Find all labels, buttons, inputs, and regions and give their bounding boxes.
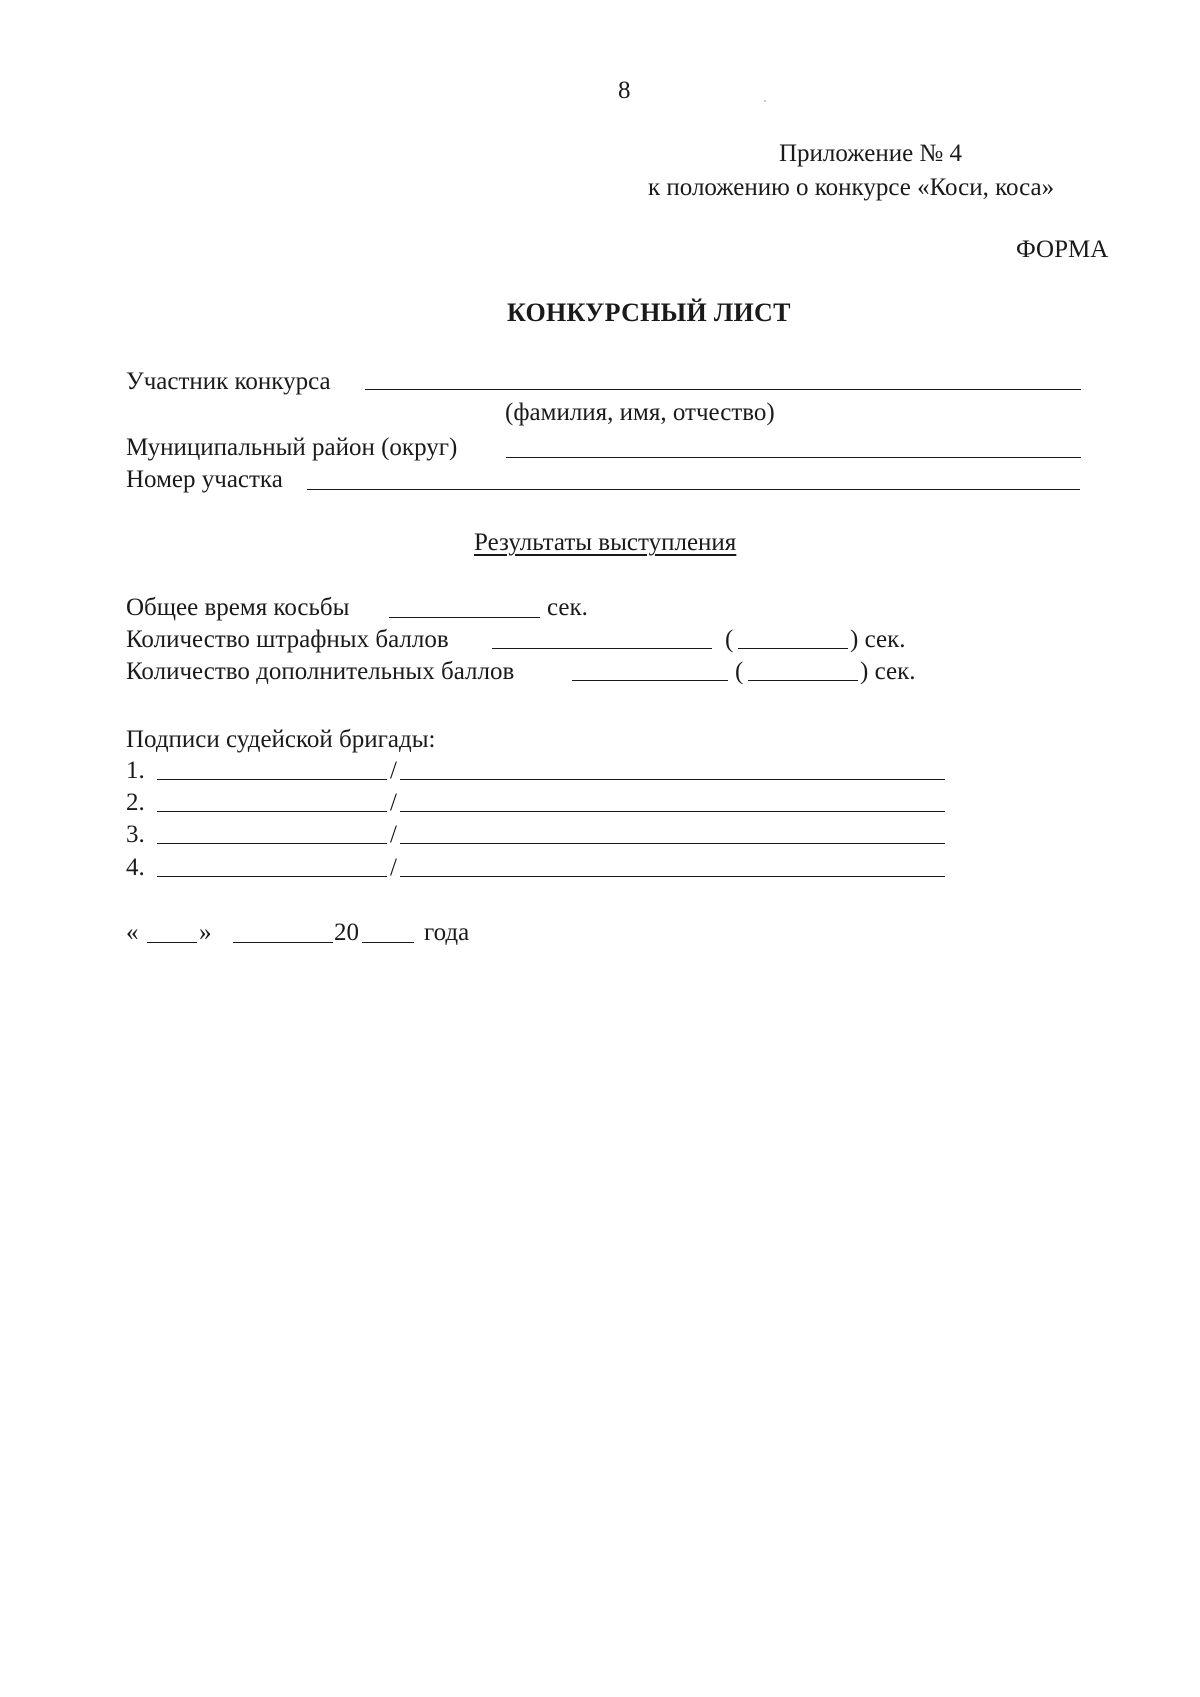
extra-seconds-open-paren: ( bbox=[735, 658, 744, 685]
extra-points-label: Количество дополнительных баллов bbox=[126, 658, 515, 685]
judge-signature-field[interactable] bbox=[157, 876, 387, 877]
extra-points-field[interactable] bbox=[572, 680, 728, 681]
participant-name-hint: (фамилия, имя, отчество) bbox=[505, 399, 775, 426]
penalty-points-label: Количество штрафных баллов bbox=[126, 626, 449, 653]
penalty-seconds-open-paren: ( bbox=[725, 626, 734, 653]
plot-number-label: Номер участка bbox=[126, 466, 283, 493]
date-day-field[interactable] bbox=[147, 942, 197, 943]
judge-name-field[interactable] bbox=[400, 843, 945, 844]
mowing-time-field[interactable] bbox=[389, 617, 540, 618]
plot-number-field[interactable] bbox=[307, 489, 1080, 490]
results-heading: Результаты выступления bbox=[474, 529, 737, 556]
extra-seconds-field[interactable] bbox=[748, 680, 858, 681]
participant-label: Участник конкурса bbox=[126, 368, 331, 395]
judge-number: 2. bbox=[126, 789, 145, 816]
signature-separator: / bbox=[390, 757, 397, 784]
district-field[interactable] bbox=[506, 457, 1081, 458]
scan-speck bbox=[764, 100, 766, 102]
penalty-seconds-field[interactable] bbox=[738, 648, 848, 649]
penalty-points-field[interactable] bbox=[492, 648, 712, 649]
signature-separator: / bbox=[390, 789, 397, 816]
date-century: 20 bbox=[334, 919, 359, 946]
form-label: ФОРМА bbox=[1016, 236, 1109, 263]
date-open-quote: « bbox=[126, 919, 139, 946]
judge-name-field[interactable] bbox=[400, 876, 945, 877]
signature-separator: / bbox=[390, 821, 397, 848]
judge-signature-field[interactable] bbox=[157, 779, 387, 780]
penalty-seconds-unit: ) сек. bbox=[850, 626, 906, 653]
judge-number: 1. bbox=[126, 757, 145, 784]
judge-name-field[interactable] bbox=[400, 779, 945, 780]
mowing-time-unit: сек. bbox=[547, 594, 588, 621]
signature-separator: / bbox=[390, 854, 397, 881]
document-title: КОНКУРСНЫЙ ЛИСТ bbox=[507, 298, 791, 327]
participant-name-field[interactable] bbox=[365, 389, 1081, 390]
date-month-field[interactable] bbox=[233, 942, 333, 943]
judges-signatures-heading: Подписи судейской бригады: bbox=[126, 726, 436, 753]
mowing-time-label: Общее время косьбы bbox=[126, 594, 350, 621]
date-year-field[interactable] bbox=[362, 942, 414, 943]
appendix-title: Приложение № 4 bbox=[779, 140, 963, 167]
appendix-subtitle: к положению о конкурсе «Коси, коса» bbox=[648, 174, 1055, 201]
judge-signature-field[interactable] bbox=[157, 811, 387, 812]
judge-number: 3. bbox=[126, 821, 145, 848]
page-number: 8 bbox=[618, 77, 631, 104]
judge-number: 4. bbox=[126, 854, 145, 881]
judge-signature-field[interactable] bbox=[157, 843, 387, 844]
date-close-quote: » bbox=[199, 919, 212, 946]
extra-seconds-unit: ) сек. bbox=[860, 658, 916, 685]
district-label: Муниципальный район (округ) bbox=[126, 434, 458, 461]
judge-name-field[interactable] bbox=[400, 811, 945, 812]
date-year-suffix: года bbox=[424, 919, 470, 946]
